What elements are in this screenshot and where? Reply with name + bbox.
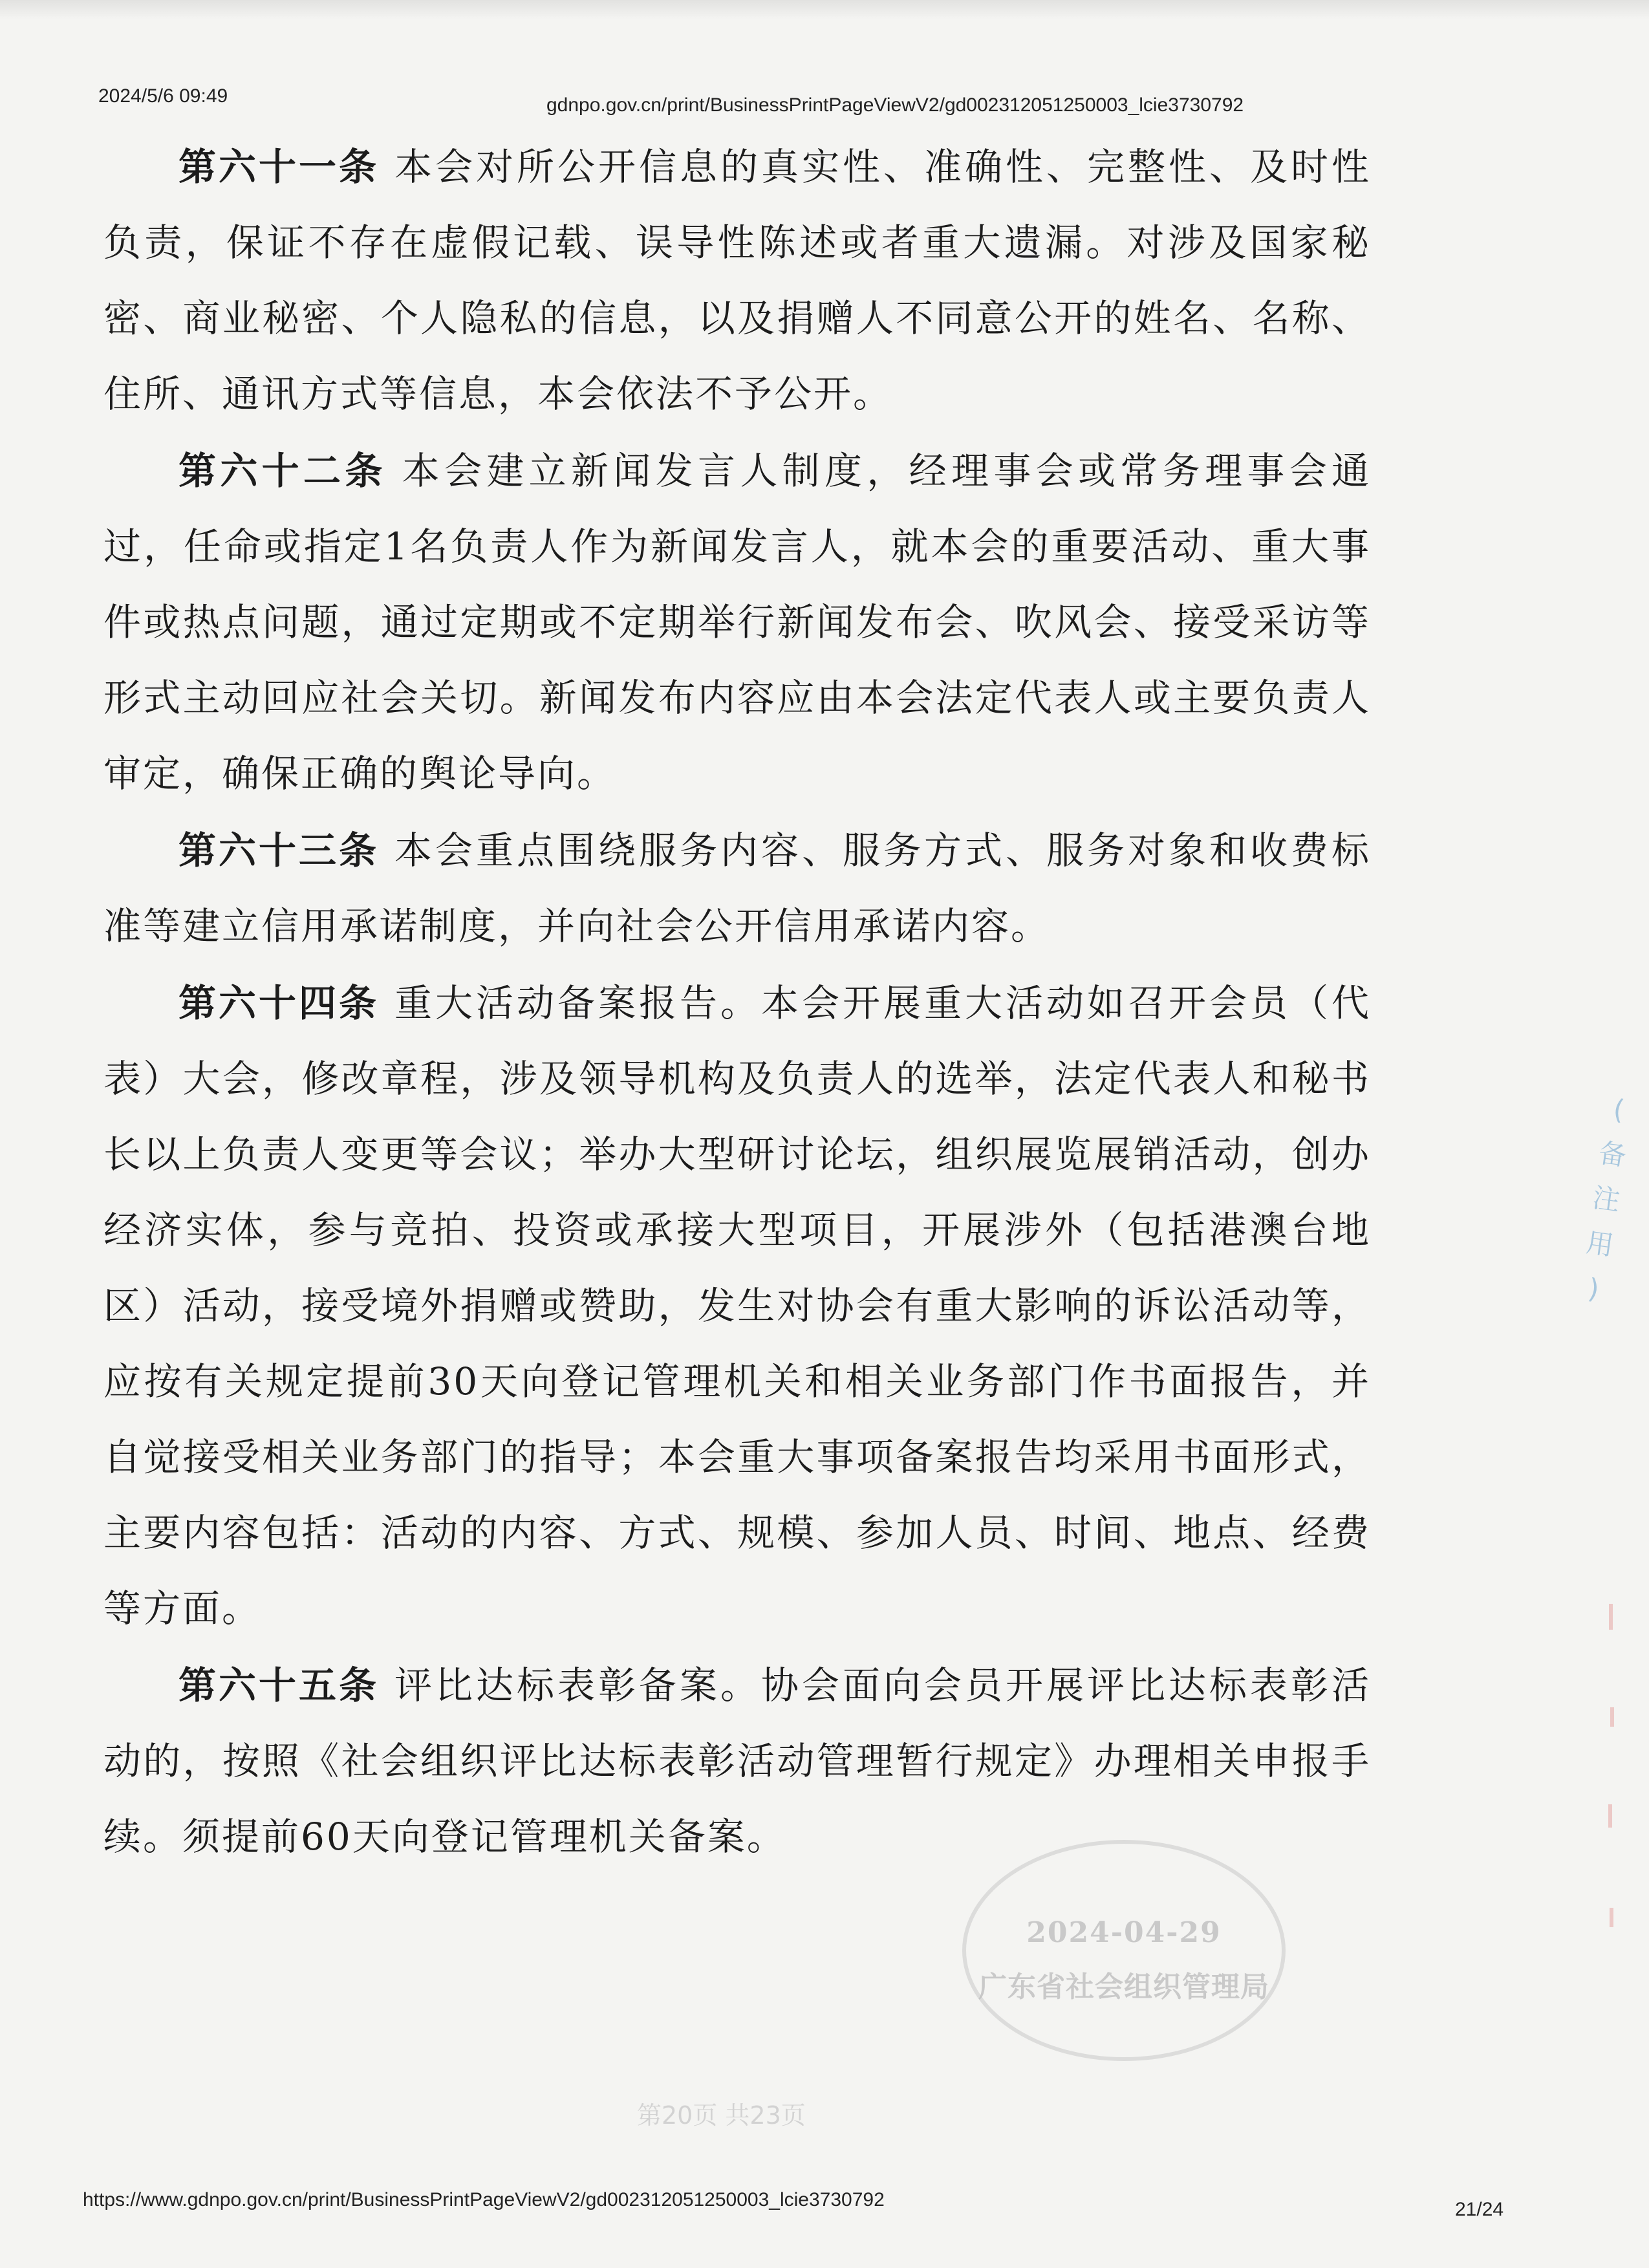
print-url: gdnpo.gov.cn/print/BusinessPrintPageViewV2/gd002312051250003_lcie3730792 — [546, 94, 1244, 116]
article-number: 第六十一条 — [178, 145, 379, 189]
scan-edge — [0, 0, 1649, 19]
article-63 — [103, 813, 1371, 964]
side-stamp — [1577, 1085, 1641, 1306]
edge-mark — [1609, 1604, 1613, 1630]
article-64 — [103, 966, 1371, 1647]
article-text: 评比达标表彰备案。协会面向会员开展评比达标表彰活动的，按照《社会组织评比达标表彰活动管理暂行规定》办理相关申报手续。须提前60天向登记管理机关备案。 — [103, 1663, 1371, 1859]
article-text: 重大活动备案报告。本会开展重大活动如召开会员（代表）大会，修改章程，涉及领导机构及负责人的选举，法定代表人和秘书长以上负责人变更等会议；举办大型研讨论坛，组织展览展销活动，创办经济实体，参与竞拍、投资或承接大型项目，开展涉外（包括港澳台地区）活动，接受境外捐赠或赞助，发生对协会有重大影响的诉讼活动等，应按有关规定提前30天向登记管理机关和相关业务部门作书面报告，并自觉接受相关业务部门的指导；本会重大事项备案报告均采用书面形式，主要内容包括：活动的内容、方式、规模、参加人员、时间、地点、经费等方面。 — [103, 981, 1371, 1630]
article-65 — [103, 1648, 1371, 1875]
article-number: 第六十三条 — [178, 828, 379, 872]
footer-page-number: 21/24 — [1455, 2199, 1504, 2220]
edge-mark — [1610, 1908, 1613, 1927]
article-text: 本会重点围绕服务内容、服务方式、服务对象和收费标准等建立信用承诺制度，并向社会公开信用承诺内容。 — [103, 828, 1371, 948]
official-seal — [962, 1840, 1286, 2061]
article-number: 第六十二条 — [178, 449, 387, 493]
article-text: 本会建立新闻发言人制度，经理事会或常务理事会通过，任命或指定1名负责人作为新闻发言人，就本会的重要活动、重大事件或热点问题，通过定期或不定期举行新闻发布会、吹风会、接受采访等形式主动回应社会关切。新闻发布内容应由本会法定代表人或主要负责人审定，确保正确的舆论导向。 — [103, 449, 1371, 795]
seal-date: 2024-04-29 — [1026, 1916, 1222, 1949]
edge-mark — [1608, 1804, 1612, 1828]
side-stamp-char: 注 — [1590, 1182, 1622, 1217]
edge-mark — [1610, 1707, 1614, 1727]
side-stamp-char: ) — [1586, 1272, 1601, 1306]
side-stamp-char: 备 — [1597, 1136, 1628, 1172]
side-stamp-char: 用 — [1584, 1226, 1616, 1262]
document-body — [103, 129, 1371, 1876]
seal-organization: 广东省社会组织管理局 — [978, 1971, 1269, 2003]
article-62 — [103, 433, 1371, 812]
page-counter: 第20页 共23页 — [637, 2101, 806, 2130]
footer-url: https://www.gdnpo.gov.cn/print/BusinessPrintPageViewV2/gd002312051250003_lcie3730792 — [83, 2189, 885, 2210]
side-stamp-char: ( — [1611, 1093, 1626, 1126]
print-date: 2024/5/6 09:49 — [98, 85, 228, 107]
article-text: 本会对所公开信息的真实性、准确性、完整性、及时性负责，保证不存在虚假记载、误导性陈述或者重大遗漏。对涉及国家秘密、商业秘密、个人隐私的信息，以及捐赠人不同意公开的姓名、名称、住所、通讯方式等信息，本会依法不予公开。 — [103, 145, 1371, 416]
article-number: 第六十五条 — [178, 1663, 379, 1707]
article-61 — [103, 129, 1371, 432]
article-number: 第六十四条 — [178, 981, 379, 1025]
